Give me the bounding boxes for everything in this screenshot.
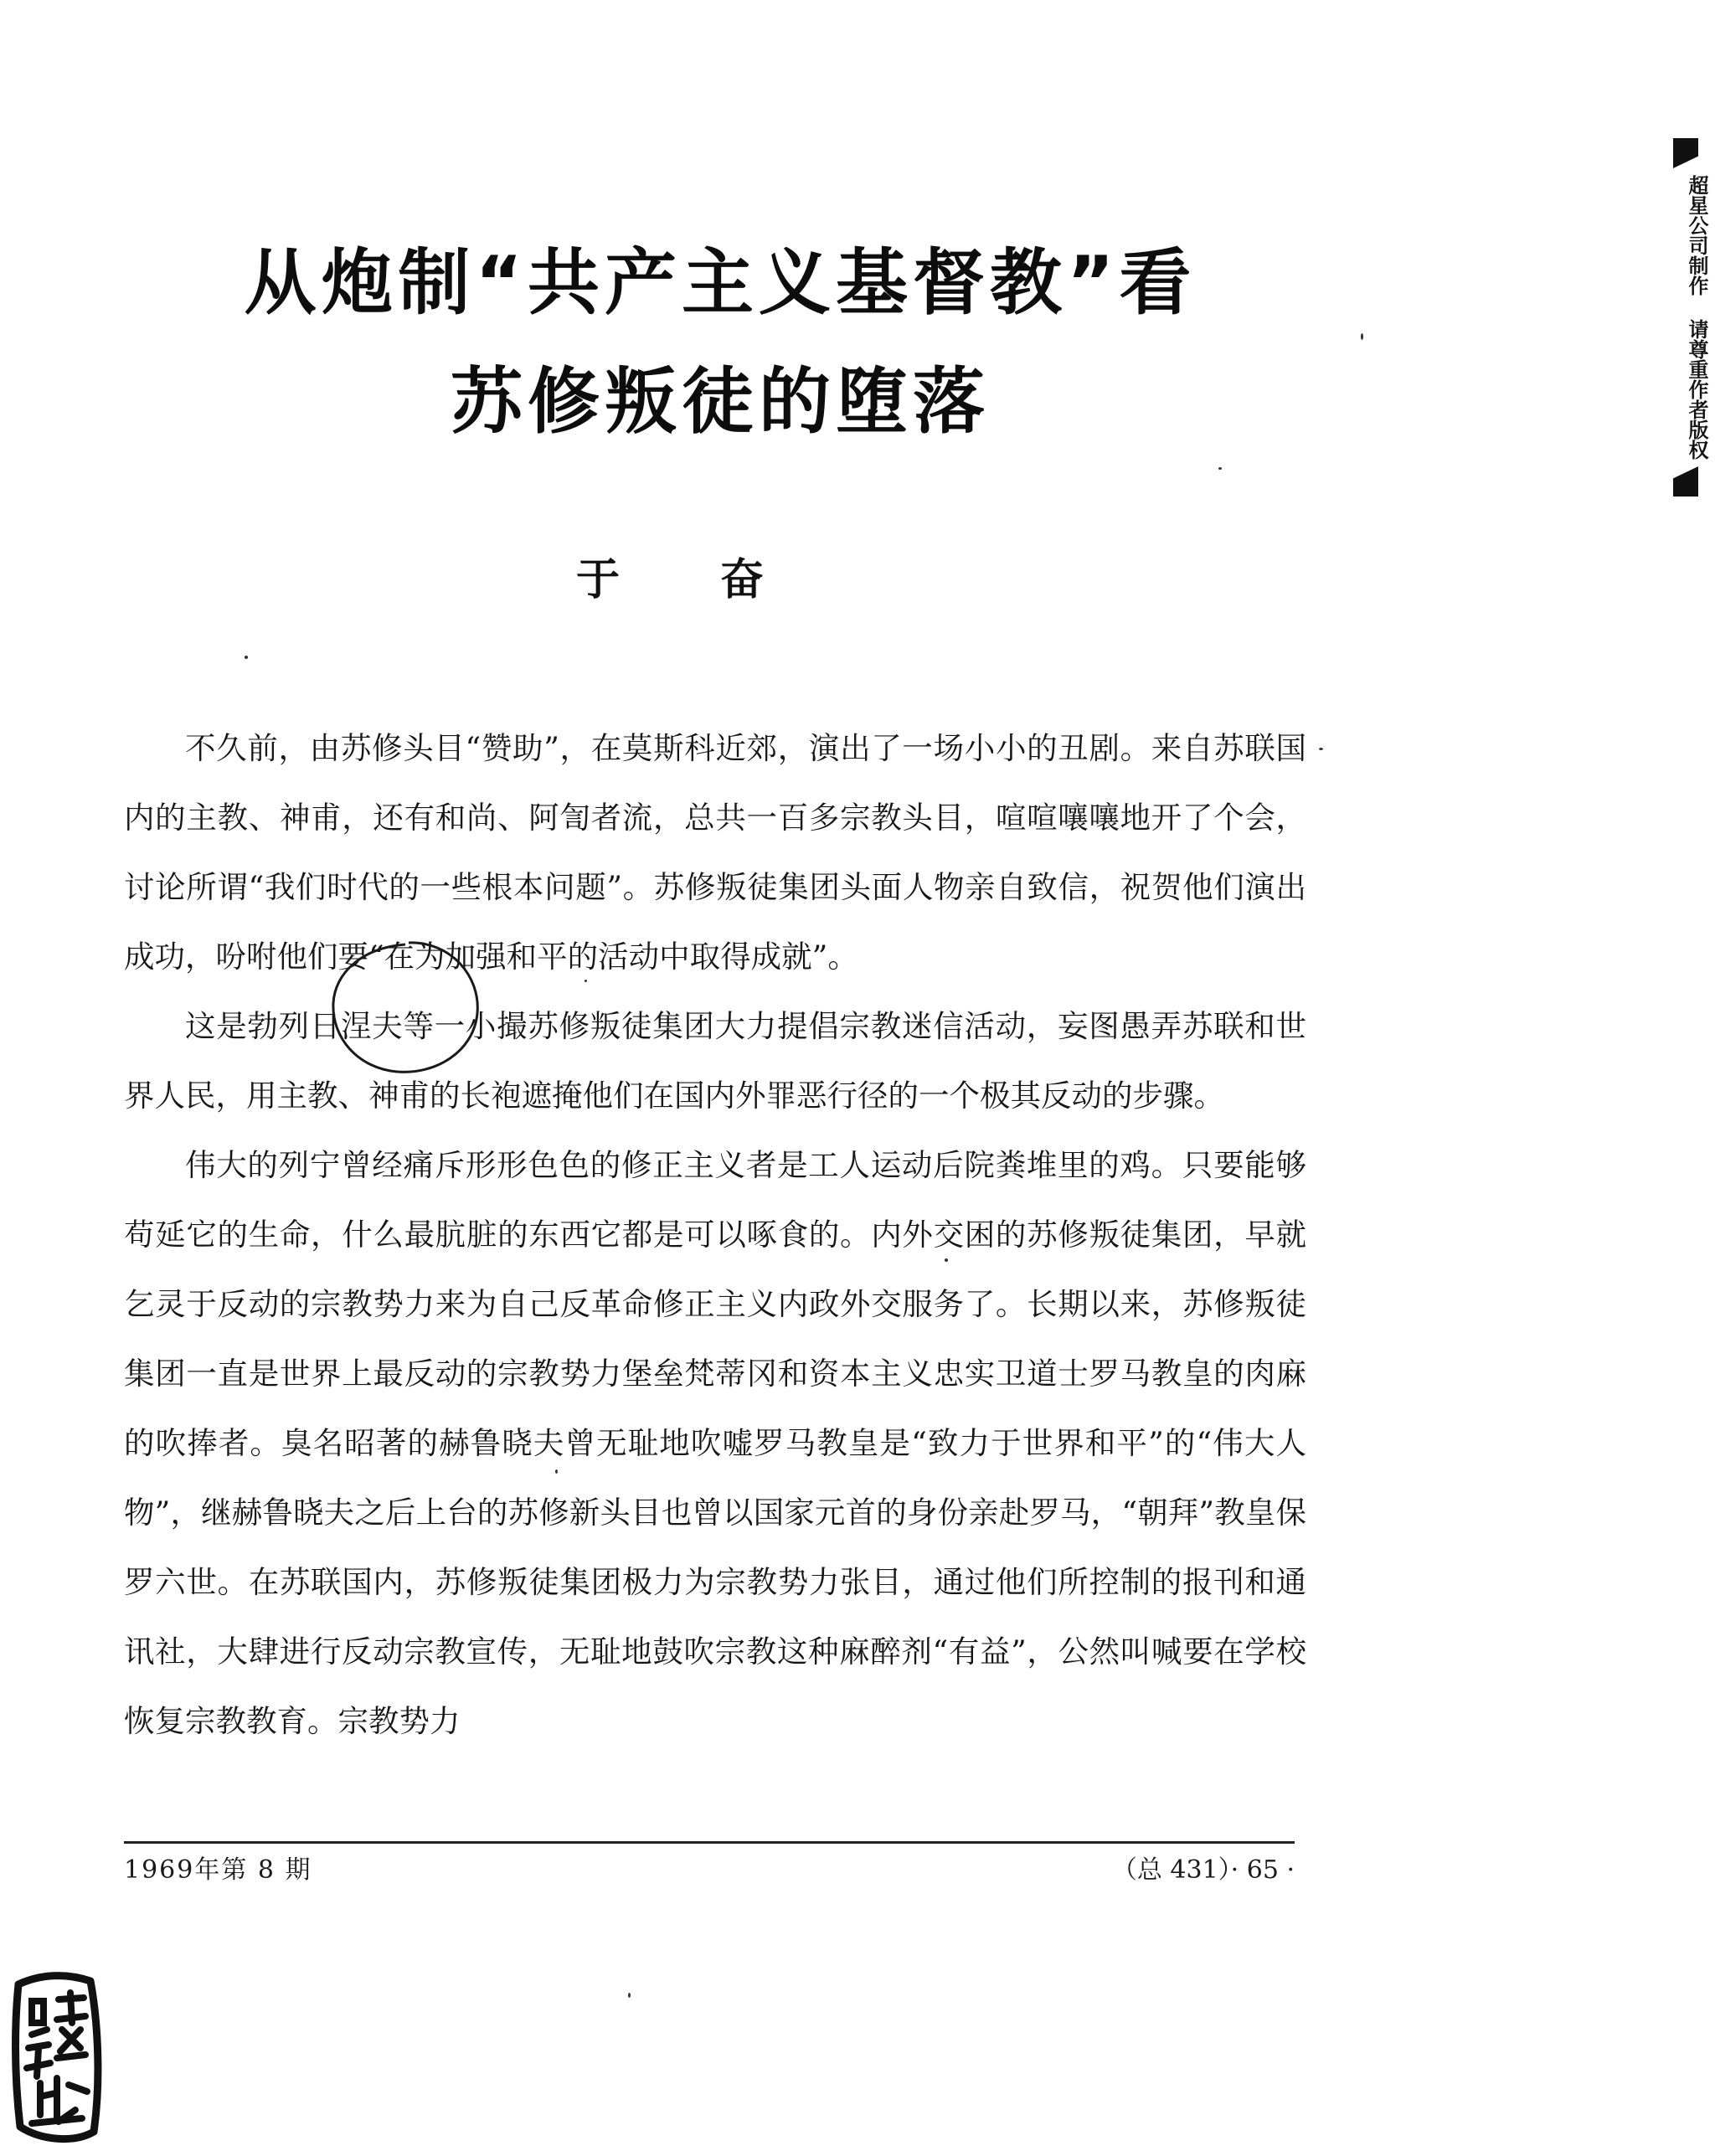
paragraph-2: 这是勃列日涅夫等一小撮苏修叛徒集团大力提倡宗教迷信活动，妄图愚弄苏联和世界人民，用主教、神甫的长袍遮掩他们在国内外罪恶行径的一个极其反动的步骤。 bbox=[124, 1008, 1306, 1114]
footer-issue: 1969年第 8 期 bbox=[124, 1855, 312, 1885]
speck bbox=[555, 1469, 558, 1474]
copyright-strip bbox=[1668, 138, 1708, 497]
copyright-notice: 超星公司制作 请尊重作者版权 bbox=[1685, 175, 1708, 460]
speck bbox=[1319, 748, 1323, 750]
footer-page-number: （总 431）· 65 · bbox=[1111, 1855, 1295, 1885]
footer-rule bbox=[124, 1841, 1295, 1844]
library-seal-stamp bbox=[7, 1968, 106, 2152]
article-author: 于奋 bbox=[575, 555, 864, 605]
paragraph-1: 不久前，由苏修头目“赞助”，在莫斯科近郊，演出了一场小小的丑剧。来自苏联国内的主教、神甫，还有和尚、阿訇者流，总共一百多宗教头目，喧喧嚷嚷地开了个会，讨论所谓“我们时代的一些根本问题”。苏修叛徒集团头面人物亲自致信，祝贺他们演出成功，吩咐他们要“在为加强和平的活动中取得成就”。 bbox=[124, 730, 1306, 975]
speck bbox=[628, 1993, 631, 1998]
speck bbox=[245, 656, 248, 659]
speck bbox=[1218, 467, 1222, 470]
speck bbox=[585, 980, 587, 982]
strip-bottom-marker bbox=[1673, 466, 1698, 497]
article-body bbox=[124, 713, 1306, 1756]
strip-top-marker bbox=[1673, 138, 1698, 168]
paragraph-3: 伟大的列宁曾经痛斥形形色色的修正主义者是工人运动后院粪堆里的鸡。只要能够苟延它的生命，什么最肮脏的东西它都是可以啄食的。内外交困的苏修叛徒集团，早就乞灵于反动的宗教势力来为自己反革命修正主义内政外交服务了。长期以来，苏修叛徒集团一直是世界上最反动的宗教势力堡垒梵蒂冈和资本主义忠实卫道士罗马教皇的肉麻的吹捧者。臭名昭著的赫鲁晓夫曾无耻地吹嘘罗马教皇是“致力于世界和平”的“伟大人物”，继赫鲁晓夫之后上台的苏修新头目也曾以国家元首的身份亲赴罗马，“朝拜”教皇保罗六世。在苏联国内，苏修叛徒集团极力为宗教势力张目，通过他们所控制的报刊和通讯社，大肆进行反动宗教宣传，无耻地鼓吹宗教这种麻醉剂“有益”，公然叫喊要在学校恢复宗教教育。宗教势力 bbox=[124, 1147, 1306, 1739]
speck bbox=[945, 1258, 948, 1262]
article-title-line2: 苏修叛徒的堕落 bbox=[451, 360, 990, 444]
hand-drawn-circle-mark bbox=[325, 936, 484, 1078]
article-title-line1: 从炮制“共产主义基督教”看 bbox=[244, 241, 1197, 325]
speck bbox=[1361, 333, 1363, 340]
